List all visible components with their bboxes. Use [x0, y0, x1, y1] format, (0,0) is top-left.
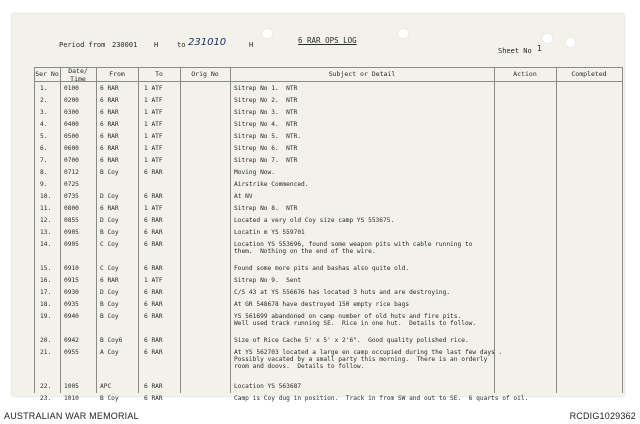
- punch-hole: [262, 28, 273, 39]
- to-unit: 1 ATF: [144, 145, 163, 152]
- serial-number: 17.: [40, 289, 52, 296]
- date-time: 0700: [64, 157, 79, 164]
- subject-detail: Size of Rice Cache 5' x 5' x 2'6". Good quality polished rice.: [234, 337, 469, 344]
- date-time: 0905: [64, 229, 79, 236]
- subject-detail: Camp is Coy dug in position. Track in from SW and out to SE. 6 quarts of oil.: [234, 395, 529, 402]
- date-time: 0712: [64, 169, 79, 176]
- from-unit: 6 RAR: [100, 109, 119, 116]
- serial-number: 1.: [40, 85, 48, 92]
- from-unit: B Coy: [100, 169, 119, 176]
- subject-detail: At NV: [234, 193, 253, 200]
- subject-detail: Found some more pits and bashas also quite old.: [234, 265, 410, 272]
- subject-detail: Sitrep No 5. NTR.: [234, 133, 302, 140]
- serial-number: 16.: [40, 277, 52, 284]
- date-time: 0855: [64, 217, 79, 224]
- punch-hole: [542, 33, 553, 44]
- date-time: 0400: [64, 121, 79, 128]
- period-label: Period from: [59, 41, 106, 49]
- to-unit: 6 RAR: [144, 217, 163, 224]
- from-unit: C Coy: [100, 265, 119, 272]
- date-time: 0955: [64, 349, 79, 356]
- subject-detail: At GR 548678 have destroyed 150 empty rice bags: [234, 301, 410, 308]
- to-unit: 1 ATF: [144, 97, 163, 104]
- to-unit: 6 RAR: [144, 241, 163, 248]
- serial-number: 14.: [40, 241, 52, 248]
- serial-number: 6.: [40, 145, 48, 152]
- column-rule: [180, 67, 181, 393]
- from-unit: B Coy: [100, 229, 119, 236]
- from-unit: B Coy: [100, 395, 119, 402]
- to-unit: 6 RAR: [144, 301, 163, 308]
- from-unit: 6 RAR: [100, 97, 119, 104]
- subject-detail: Sitrep No 4. NTR: [234, 121, 298, 128]
- date-time: 0100: [64, 85, 79, 92]
- to-unit: 6 RAR: [144, 193, 163, 200]
- date-time: 1005: [64, 383, 79, 390]
- from-unit: 6 RAR: [100, 277, 119, 284]
- subject-detail: Sitrep No 7. NTR: [234, 157, 298, 164]
- to-unit: 1 ATF: [144, 205, 163, 212]
- column-header: From: [109, 70, 125, 78]
- serial-number: 4.: [40, 121, 48, 128]
- serial-number: 12.: [40, 217, 52, 224]
- date-time: 0735: [64, 193, 79, 200]
- serial-number: 21.: [40, 349, 52, 356]
- date-time: 0800: [64, 205, 79, 212]
- date-time: 0500: [64, 133, 79, 140]
- column-header: Action: [513, 70, 537, 78]
- subject-detail: Moving Now.: [234, 169, 275, 176]
- subject-detail: Sitrep No 6. NTR: [234, 145, 298, 152]
- serial-number: 2.: [40, 97, 48, 104]
- serial-number: 19.: [40, 313, 52, 320]
- subject-detail: YS 561699 abandoned on camp number of old huts and fire pits. Well used track running SE. Rice in one hut. Details to follow.: [234, 313, 477, 327]
- column-header: Date/ Time: [68, 67, 88, 83]
- to-unit: 6 RAR: [144, 289, 163, 296]
- period-to-value: 231010: [188, 37, 227, 48]
- column-rule: [96, 67, 97, 393]
- to-unit: 6 RAR: [144, 337, 163, 344]
- column-header: Ser No: [35, 70, 59, 78]
- column-header: To: [155, 70, 163, 78]
- subject-detail: C/S 43 at YS 556676 has located 3 huts and are destroying.: [234, 289, 451, 296]
- sheet-number: 1: [537, 44, 542, 53]
- serial-number: 10.: [40, 193, 52, 200]
- date-time: 0905: [64, 241, 79, 248]
- subject-detail: Sitrep No 8. NTR: [234, 205, 298, 212]
- from-unit: D Coy: [100, 217, 119, 224]
- from-unit: B Coy: [100, 313, 119, 320]
- period-from-h: H: [154, 41, 159, 49]
- footer-source: AUSTRALIAN WAR MEMORIAL: [4, 411, 139, 421]
- to-unit: 6 RAR: [144, 383, 163, 390]
- from-unit: 6 RAR: [100, 85, 119, 92]
- date-time: 1010: [64, 395, 79, 402]
- column-rule: [230, 67, 231, 393]
- column-rule: [138, 67, 139, 393]
- date-time: 0200: [64, 97, 79, 104]
- serial-number: 9.: [40, 181, 48, 188]
- date-time: 0940: [64, 313, 79, 320]
- serial-number: 3.: [40, 109, 48, 116]
- footer-reference: RCDIG1029362: [569, 411, 636, 421]
- from-unit: A Coy: [100, 349, 119, 356]
- to-unit: 1 ATF: [144, 133, 163, 140]
- serial-number: 13.: [40, 229, 52, 236]
- column-rule: [60, 67, 61, 393]
- to-unit: 6 RAR: [144, 313, 163, 320]
- from-unit: APC: [100, 383, 112, 390]
- log-title: 6 RAR OPS LOG: [298, 36, 357, 45]
- from-unit: C Coy: [100, 241, 119, 248]
- to-unit: 6 RAR: [144, 169, 163, 176]
- to-unit: 1 ATF: [144, 121, 163, 128]
- serial-number: 22.: [40, 383, 52, 390]
- column-rule: [494, 67, 495, 393]
- date-time: 0910: [64, 265, 79, 272]
- from-unit: B Coy6: [100, 337, 123, 344]
- subject-detail: Sitrep No 3. NTR: [234, 109, 298, 116]
- from-unit: 6 RAR: [100, 133, 119, 140]
- log-sheet: [12, 14, 624, 402]
- serial-number: 8.: [40, 169, 48, 176]
- to-unit: 1 ATF: [144, 109, 163, 116]
- punch-hole: [398, 28, 409, 39]
- date-time: 0300: [64, 109, 79, 116]
- to-unit: 6 RAR: [144, 229, 163, 236]
- date-time: 0600: [64, 145, 79, 152]
- column-header: Completed: [571, 70, 607, 78]
- to-unit: 1 ATF: [144, 85, 163, 92]
- serial-number: 23.: [40, 395, 52, 402]
- serial-number: 18.: [40, 301, 52, 308]
- date-time: 0725: [64, 181, 79, 188]
- from-unit: 6 RAR: [100, 205, 119, 212]
- subject-detail: Sitrep No 1. NTR: [234, 85, 298, 92]
- from-unit: 6 RAR: [100, 157, 119, 164]
- sheet-label: Sheet No: [498, 47, 532, 55]
- column-header: Subject or Detail: [328, 70, 396, 78]
- serial-number: 15.: [40, 265, 52, 272]
- period-from-value: 230001: [112, 41, 138, 49]
- subject-detail: Location YS 553696, found some weapon pits with cable running to them. Nothing on the end of the wire.: [234, 241, 473, 255]
- from-unit: D Coy: [100, 289, 119, 296]
- subject-detail: Sitrep No 2. NTR: [234, 97, 298, 104]
- serial-number: 11.: [40, 205, 52, 212]
- column-rule: [622, 67, 623, 393]
- to-unit: 6 RAR: [144, 395, 163, 402]
- subject-detail: Airstrike Commenced.: [234, 181, 309, 188]
- column-rule: [556, 67, 557, 393]
- period-to-h: H: [249, 41, 254, 49]
- subject-detail: Located a very old Coy size camp YS 553675.: [234, 217, 395, 224]
- subject-detail: Location YS 563687: [234, 383, 302, 390]
- table-rule: [34, 67, 622, 68]
- serial-number: 7.: [40, 157, 48, 164]
- to-unit: 1 ATF: [144, 157, 163, 164]
- to-label: to: [177, 41, 186, 49]
- from-unit: 6 RAR: [100, 145, 119, 152]
- subject-detail: Sitrep No 9. Sent: [234, 277, 302, 284]
- date-time: 0930: [64, 289, 79, 296]
- column-rule: [34, 67, 35, 393]
- date-time: 0935: [64, 301, 79, 308]
- subject-detail: Locatin m YS 559701: [234, 229, 305, 236]
- serial-number: 5.: [40, 133, 48, 140]
- date-time: 0915: [64, 277, 79, 284]
- from-unit: D Coy: [100, 193, 119, 200]
- from-unit: B Coy: [100, 301, 119, 308]
- to-unit: 6 RAR: [144, 349, 163, 356]
- to-unit: 6 RAR: [144, 265, 163, 272]
- to-unit: 1 ATF: [144, 277, 163, 284]
- table-rule: [34, 81, 622, 82]
- punch-hole: [565, 37, 576, 48]
- from-unit: 6 RAR: [100, 121, 119, 128]
- log-table: [34, 67, 622, 402]
- date-time: 0942: [64, 337, 79, 344]
- serial-number: 20.: [40, 337, 52, 344]
- column-header: Orig No: [191, 70, 219, 78]
- subject-detail: At YS 562703 located a large en camp occupied during the last few days . Possibly vacated by a small party this morning. There is an orderly room and doovs. Details to follow.: [234, 349, 503, 370]
